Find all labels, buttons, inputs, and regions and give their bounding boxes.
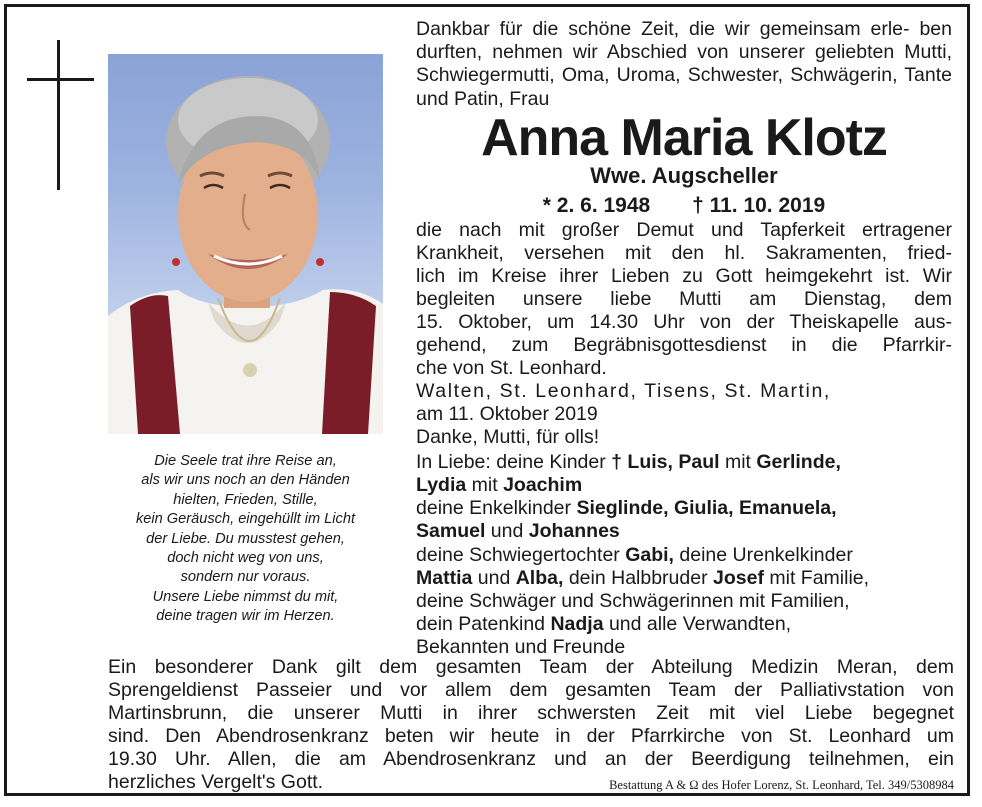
death-date: † 11. 10. 2019 [692, 194, 826, 217]
body-line: lich im Kreise ihrer Lieben zu Gott heimgekehrt ist. Wir [416, 265, 952, 287]
place-date: am 11. Oktober 2019 [416, 403, 598, 425]
mourners-name: Joachim [503, 474, 583, 496]
mourners-text: und alle Verwandten, [603, 613, 792, 635]
places: Walten, St. Leonhard, Tisens, St. Martin, [416, 380, 831, 402]
mourners-line [416, 474, 952, 497]
closing-line: Ein besonderer Dank gilt dem gesamten Team der Abteilung Medizin Meran, dem [108, 656, 954, 678]
body-line: begleiten unsere liebe Mutti am Dienstag, dem [416, 288, 952, 310]
mourners-line [416, 613, 952, 636]
closing-line: Martinsbrunn, die unserer Mutti in ihrer schwersten Zeit mit viel Liebe begegnet [108, 702, 954, 724]
mourners-text: dein Halbbruder [563, 567, 713, 589]
closing-line: 19.30 Uhr. Allen, die am Abendrosenkranz und an der Beerdigung teilnehmen, ein [108, 748, 954, 770]
poem-line: deine tragen wir im Herzen. [156, 608, 335, 625]
body-line: die nach mit großer Demut und Tapferkeit ertragener [416, 219, 952, 241]
poem-line: Die Seele trat ihre Reise an, [154, 453, 337, 469]
birth-date: * 2. 6. 1948 [542, 194, 651, 217]
poem-line: als wir uns noch an den Händen [141, 472, 350, 489]
mourners-line [416, 520, 952, 543]
mourners-text: und [472, 567, 516, 589]
mourners-text: mit [466, 474, 504, 496]
body-line: gehend, zum Begräbnisgottesdienst in die Pfarrkir- [416, 334, 952, 356]
mourners-text: In Liebe: deine Kinder [416, 451, 612, 473]
closing-line: Sprengeldienst Passeier und vor allem dem gesamten Team der Palliativstation von [108, 679, 954, 701]
mourners-text: dein Patenkind [416, 613, 551, 635]
mourners-line: Bekannten und Freunde [416, 636, 626, 658]
mourners-text: deine Urenkelkinder [673, 544, 853, 566]
mourners-text: deine Schwiegertochter [416, 544, 626, 566]
mourners-name: Sieglinde, Giulia, Emanuela, [576, 497, 837, 519]
body-line: che von St. Leonhard. [416, 357, 607, 379]
mourners-line [416, 497, 952, 520]
mourners-line [416, 451, 952, 474]
mourners-name: † Luis, Paul [611, 451, 720, 473]
poem-line: kein Geräusch, eingehüllt im Licht [135, 511, 356, 528]
poem-line: der Liebe. Du musstest gehen, [146, 530, 345, 547]
mourners-name: Nadja [550, 613, 604, 635]
cross-icon [57, 40, 60, 190]
mourners-line [416, 544, 952, 567]
mourners-name: Samuel [416, 520, 486, 542]
poem [108, 452, 383, 627]
mourners-name: Mattia [416, 567, 473, 589]
widow-of: Wwe. Augscheller [590, 163, 778, 188]
funeral-home-footer: Bestattung A & Ω des Hofer Lorenz, St. Leonhard, Tel. 349/5308984 [609, 778, 954, 792]
thanks-short: Danke, Mutti, für olls! [416, 426, 600, 448]
poem-line: doch nicht weg von uns, [167, 550, 324, 567]
poem-line: sondern nur voraus. [180, 569, 311, 586]
mourners-name: Gabi, [625, 544, 674, 566]
mourners-line: deine Schwäger und Schwägerinnen mit Familien, [416, 590, 850, 612]
body-line: 15. Oktober, um 14.30 Uhr von der Theiskapelle aus- [416, 311, 952, 333]
mourners-name: Alba, [515, 567, 564, 589]
mourners-line [416, 567, 952, 590]
cross-icon-bar [27, 78, 94, 81]
mourners-text: und [485, 520, 529, 542]
closing-line: herzliches Vergelt's Gott. [108, 771, 324, 793]
mourners-text: mit Familie, [763, 567, 870, 589]
deceased-name: Anna Maria Klotz [481, 109, 887, 167]
mourners-name: Gerlinde, [756, 451, 841, 473]
mourners-text: mit [719, 451, 757, 473]
intro-text: Dankbar für die schöne Zeit, die wir gemeinsam erle- ben durften, nehmen wir Abschied von unserer geliebten Mutti, Schwiegermutti, Oma, Uroma, Schwester, Schwägerin, Tante und Patin, Frau [416, 18, 952, 110]
mourners-text: deine Enkelkinder [416, 497, 577, 519]
body-line: Krankheit, versehen mit den hl. Sakramenten, fried- [416, 242, 952, 264]
mourners-name: Lydia [416, 474, 467, 496]
life-dates [416, 193, 952, 219]
poem-line: hielten, Frieden, Stille, [173, 491, 318, 508]
portrait-photo [108, 54, 383, 434]
poem-line: Unsere Liebe nimmst du mit, [152, 588, 339, 605]
mourners-name: Josef [713, 567, 764, 589]
closing-line: sind. Den Abendrosenkranz beten wir heute in der Pfarrkirche von St. Leonhard um [108, 725, 954, 747]
mourners-name: Johannes [528, 520, 620, 542]
